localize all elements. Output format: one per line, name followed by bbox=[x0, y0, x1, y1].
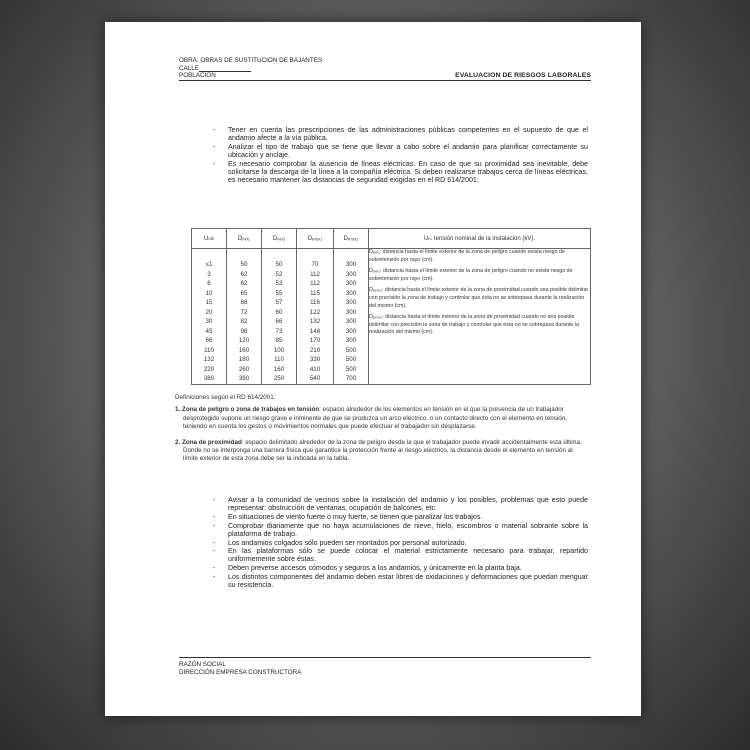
list-item: - Los andamios colgados sólo pueden ser montados por personal autorizado. bbox=[211, 539, 588, 547]
definitions-section bbox=[175, 394, 589, 471]
legend-header: Uₙ: tensión nominal de la instalación (kV). bbox=[369, 229, 591, 249]
document-page bbox=[105, 22, 641, 716]
cell: 3 bbox=[207, 270, 211, 278]
table-row bbox=[192, 249, 591, 385]
table-column-un bbox=[192, 249, 227, 385]
cell: 66 bbox=[275, 318, 283, 325]
cell: 85 bbox=[275, 337, 283, 344]
cell: 55 bbox=[275, 289, 283, 297]
cell: 6 bbox=[207, 280, 211, 287]
cell: 66 bbox=[240, 299, 248, 306]
cell: 540 bbox=[309, 375, 321, 382]
cell: 170 bbox=[309, 337, 321, 344]
cell: 180 bbox=[238, 356, 250, 363]
cell: 65 bbox=[240, 289, 248, 297]
cell: 15 bbox=[205, 299, 213, 306]
cell: 45 bbox=[205, 327, 213, 335]
cell: 72 bbox=[240, 308, 248, 316]
cell: 116 bbox=[310, 299, 320, 306]
cell: 98 bbox=[240, 327, 248, 335]
cell: 300 bbox=[345, 289, 357, 297]
cell: 330 bbox=[309, 356, 321, 363]
cell: 250 bbox=[273, 375, 285, 382]
table-header: Dₚₑₗ₁ bbox=[227, 229, 262, 249]
table-header: Uₙ≤ bbox=[192, 229, 227, 249]
cell: 110 bbox=[204, 346, 214, 354]
bullet-list-bottom bbox=[211, 496, 588, 590]
definition-term: Zona de peligro o zona de trabajos en tensión bbox=[182, 406, 320, 414]
cell: 300 bbox=[345, 299, 357, 306]
definition-text: : espacio alrededor de los elementos en tensión en el que la presencia de un trabajador desprotegido supone un riesgo grave e inminente de que se produzca un arco eléctrico, o un contacto directo con el elemento en tensión, teniendo en cuenta los gestos o movimientos normales que puede efectuar el trabajador sin desplazarse. bbox=[183, 406, 568, 431]
list-item: - Deben preverse accesos cómodos y seguros a los andamios, y únicamente en la planta baja. bbox=[211, 564, 588, 572]
cell: 82 bbox=[240, 318, 248, 325]
list-item: - Analizar el tipo de trabajo que se tiene que llevar a cabo sobre el andamio para planificar correctamente su ubicación y anclaje. bbox=[211, 143, 588, 159]
cell: 148 bbox=[309, 327, 321, 335]
cell: 52 bbox=[275, 270, 283, 278]
list-item: - Tener en cuenta las prescripciones de las administraciones públicas competentes en el supuesto de que el andamio afecte a la vía pública. bbox=[211, 126, 588, 142]
cell: 220 bbox=[203, 365, 215, 373]
legend-item: Dₚₑₗ₂: distancia hasta el límite exterior de la zona de peligro cuando no exista riesgo de sobretensión por rayo (cm). bbox=[369, 268, 573, 282]
cell: 66 bbox=[205, 337, 213, 344]
cell: 132 bbox=[203, 356, 215, 363]
definition-num: 2. bbox=[175, 438, 181, 446]
obra-line: OBRA: OBRAS DE SUSTITUCION DE BAJANTES bbox=[179, 57, 323, 64]
list-item: - Es necesario comprobar la ausencia de líneas eléctricas. En caso de que su proximidad sea inevitable, debe solicitarse la descarga de la línea a la compañía eléctrica. Si deben realizarse trabajos cerca de líneas eléctricas, es necesario mantener las distancias de seguridad exigidas en el RD 614/2001: bbox=[211, 160, 588, 185]
table-header: Dₚᵣₒₓ₂ bbox=[334, 229, 369, 249]
table-column-dprox1 bbox=[297, 249, 334, 385]
table-header: Dₚᵣₒₓ₁ bbox=[297, 229, 334, 249]
table-header-row bbox=[192, 229, 591, 249]
cell: 30 bbox=[205, 318, 213, 325]
cell: 112 bbox=[310, 270, 320, 278]
cell: 20 bbox=[205, 308, 213, 316]
cell: 62 bbox=[240, 280, 248, 287]
table-column-dpel2 bbox=[262, 249, 297, 385]
cell: 390 bbox=[238, 375, 250, 382]
calle-blank bbox=[199, 65, 251, 72]
cell: 500 bbox=[345, 365, 357, 373]
cell: 110 bbox=[274, 356, 284, 363]
footer-razon-social: RAZÓN SOCIAL bbox=[179, 661, 226, 668]
document-header bbox=[179, 57, 591, 80]
cell: 300 bbox=[345, 327, 357, 335]
list-item: - En situaciones de viento fuerte o muy fuerte, se tienen que paralizar los trabajos. bbox=[211, 513, 588, 521]
list-item: - Los distintos componentes del andamio deben estar libres de oxidaciones y deformaciones que puedan menguar su resistencia. bbox=[211, 573, 588, 589]
cell: 410 bbox=[309, 365, 321, 373]
definitions-title: Definiciones según el RD 614/2001: bbox=[175, 394, 276, 401]
poblacion-line: POBLACION bbox=[179, 72, 216, 79]
cell: 160 bbox=[273, 365, 285, 373]
list-item: - En las plataformas sólo se puede colocar el material estrictamente necesario para trabajar, repartido uniformemente sobre éstas. bbox=[211, 547, 588, 563]
footer-direccion: DIRECCIÓN EMPRESA CONSTRUCTORA bbox=[179, 668, 302, 676]
cell: 500 bbox=[345, 356, 357, 363]
cell: 53 bbox=[275, 280, 283, 287]
definition-item bbox=[175, 406, 589, 431]
definition-num: 1. bbox=[175, 406, 181, 414]
cell: 132 bbox=[309, 318, 321, 325]
cell: 300 bbox=[345, 270, 357, 278]
table-column-dpel1 bbox=[227, 249, 262, 385]
list-item: - Avisar a la comunidad de vecinos sobre la instalación del andamio y los posibles, problemas que esto puede representar: obstrucción de ventanas, ocupación de balcones, etc. bbox=[211, 496, 588, 512]
definition-text: : espacio delimitado alrededor de la zona de peligro desde la que el trabajador puede invadir accidentalmente esta última. Donde no se interponga una barrera física que garantice la protección frente al riesgo eléctrico, la distancia desde el elemento en tensión al límite exterior de esta zona debe ser la indicada en la tabla. bbox=[183, 438, 582, 463]
legend-item: Dₚᵣₒₓ₁: distancia hasta el límite exterior de la zona de proximidad cuando sea posible delimitar con precisión la zona de trabajo y controlar que ésta no se sobrepasa durante la realización del mismo (cm). bbox=[369, 287, 589, 309]
cell: 73 bbox=[275, 327, 283, 335]
list-item: - Comprobar diariamente que no haya acumulaciones de nieve, hielo, escombros o material sobrante sobre la plataforma de trabajo. bbox=[211, 522, 588, 538]
cell: 120 bbox=[238, 337, 250, 344]
cell: 300 bbox=[345, 308, 357, 316]
cell: 100 bbox=[273, 346, 285, 354]
cell: 115 bbox=[310, 289, 320, 297]
cell: 500 bbox=[345, 346, 357, 354]
header-rule bbox=[179, 80, 591, 81]
cell: 160 bbox=[238, 346, 250, 354]
definition-term: Zona de proximidad bbox=[182, 438, 242, 446]
cell: 112 bbox=[310, 280, 320, 287]
cell: ≤1 bbox=[205, 261, 213, 268]
legend-item: Dₚₑₗ₁: distancia hasta el límite exterior de la zona de peligro cuando exista riesgo de sobretensión por rayo (cm). bbox=[369, 249, 565, 263]
bullet-list-top bbox=[211, 126, 588, 185]
cell: 210 bbox=[309, 346, 321, 354]
cell: 300 bbox=[345, 261, 357, 268]
table-legend bbox=[369, 249, 591, 385]
calle-line bbox=[179, 65, 591, 73]
cell: 50 bbox=[275, 261, 283, 268]
cell: 300 bbox=[345, 280, 357, 287]
cell: 260 bbox=[238, 365, 250, 373]
definition-item bbox=[175, 439, 589, 464]
cell: 122 bbox=[309, 308, 321, 316]
table-column-dprox2 bbox=[334, 249, 369, 385]
document-footer bbox=[179, 657, 591, 676]
cell: 300 bbox=[345, 318, 357, 325]
cell: 300 bbox=[345, 337, 357, 344]
legend-item: Dₚᵣₒₓ₂: distancia hasta el límite exterior de la zona de proximidad cuando no sea posible delimitar con precisión la zona de trabajo y controlar que ésta no se sobrepasa durante la realización del mismo (cm). bbox=[369, 314, 579, 336]
cell: 10 bbox=[205, 289, 213, 297]
cell: 380 bbox=[203, 375, 215, 382]
calle-label: CALLE bbox=[179, 64, 199, 72]
table-header: Dₚₑₗ₂ bbox=[262, 229, 297, 249]
cell: 62 bbox=[240, 270, 248, 278]
cell: 50 bbox=[240, 261, 248, 268]
cell: 57 bbox=[275, 299, 283, 306]
cell: 60 bbox=[275, 308, 283, 316]
cell: 700 bbox=[345, 375, 357, 382]
cell: 70 bbox=[311, 261, 319, 268]
header-title: EVALUACION DE RIESGOS LABORALES bbox=[455, 72, 591, 79]
distance-table bbox=[191, 228, 591, 385]
